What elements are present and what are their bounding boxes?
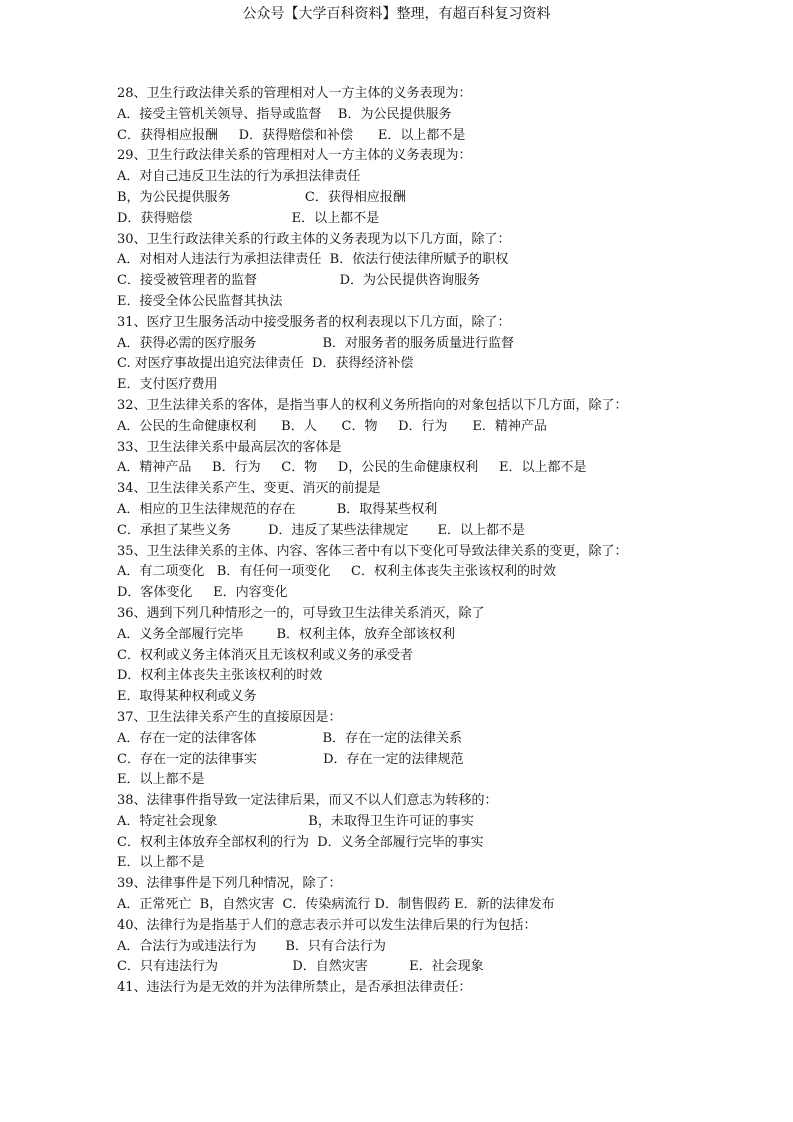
text-line: 41、违法行为是无效的并为法律所禁止，是否承担法律责任： bbox=[117, 980, 472, 996]
text-line: 38、法律事件指导致一定法律后果，而又不以人们意志为转移的： bbox=[117, 793, 498, 809]
text-line: 34、卫生法律关系产生、变更、消灭的前提是 bbox=[117, 481, 381, 497]
text-line: 40、法律行为是指基于人们的意志表示并可以发生法律后果的行为包括： bbox=[117, 917, 537, 933]
text-line: C．获得相应报酬 D．获得赔偿和补偿 E．以上都不是 bbox=[117, 127, 466, 143]
text-line: C．只有违法行为 D．自然灾害 E．社会现象 bbox=[117, 959, 484, 975]
text-line: 31、医疗卫生服务活动中接受服务者的权利表现以下几方面，除了： bbox=[117, 314, 511, 330]
text-line: C．接受被管理者的监督 D．为公民提供咨询服务 bbox=[117, 273, 481, 289]
text-line: C. 对医疗事故提出追究法律责任 D．获得经济补偿 bbox=[117, 356, 414, 372]
text-line: A．相应的卫生法律规范的存在 B．取得某些权利 bbox=[117, 501, 438, 517]
text-line: A．义务全部履行完毕 B．权利主体，放弃全部该权利 bbox=[117, 626, 456, 642]
text-line: E．取得某种权利或义务 bbox=[117, 689, 257, 705]
text-line: B，为公民提供服务 C．获得相应报酬 bbox=[117, 189, 406, 205]
text-line: A．接受主管机关领导、指导或监督 B．为公民提供服务 bbox=[117, 106, 452, 122]
document-body bbox=[117, 84, 777, 999]
page-header: 公众号【大学百科资料】整理，有超百科复习资料 bbox=[242, 6, 551, 22]
text-line: 30、卫生行政法律关系的行政主体的义务表现为以下几方面，除了： bbox=[117, 231, 511, 247]
text-line: E．接受全体公民监督其执法 bbox=[117, 293, 283, 309]
text-line: 32、卫生法律关系的客体，是指当事人的权利义务所指向的对象包括以下几方面，除了： bbox=[117, 397, 628, 413]
text-line: A．正常死亡 B，自然灾害 C．传染病流行 D．制售假药 E．新的法律发布 bbox=[117, 897, 555, 913]
text-line: C．权利主体放弃全部权利的行为 D．义务全部履行完毕的事实 bbox=[117, 834, 484, 850]
text-line: A．获得必需的医疗服务 B．对服务者的服务质量进行监督 bbox=[117, 335, 515, 351]
text-line: 36、遇到下列几种情形之一的，可导致卫生法律关系消灭，除了 bbox=[117, 605, 485, 621]
text-line: A．有二项变化 B．有任何一项变化 C．权利主体丧失主张该权利的时效 bbox=[117, 564, 556, 580]
text-line: D．客体变化 E．内容变化 bbox=[117, 585, 288, 601]
text-line: A．对自己违反卫生法的行为承担法律责任 bbox=[117, 169, 361, 185]
text-line: 28、卫生行政法律关系的管理相对人一方主体的义务表现为： bbox=[117, 86, 472, 101]
text-line: C．承担了某些义务 D．违反了某些法律规定 E．以上都不是 bbox=[117, 522, 525, 538]
text-line: A．对相对人违法行为承担法律责任 B．依法行使法律所赋予的职权 bbox=[117, 252, 509, 268]
text-line: A．精神产品 B．行为 C．物 D，公民的生命健康权利 E．以上都不是 bbox=[117, 460, 587, 476]
text-line: 35、卫生法律关系的主体、内容、客体三者中有以下变化可导致法律关系的变更，除了： bbox=[117, 543, 628, 559]
text-line: 29、卫生行政法律关系的管理相对人一方主体的义务表现为： bbox=[117, 148, 472, 164]
text-line: C．存在一定的法律事实 D．存在一定的法律规范 bbox=[117, 751, 464, 767]
text-line: A．公民的生命健康权利 B．人 C．物 D．行为 E．精神产品 bbox=[117, 418, 547, 434]
text-line: E．支付医疗费用 bbox=[117, 377, 218, 393]
text-line: 37、卫生法律关系产生的直接原因是： bbox=[117, 709, 342, 725]
text-line: D．获得赔偿 E．以上都不是 bbox=[117, 210, 380, 226]
text-line: C．权利或义务主体消灭且无该权利或义务的承受者 bbox=[117, 647, 413, 663]
text-line: A．特定社会现象 B，未取得卫生许可证的事实 bbox=[117, 813, 474, 829]
text-line: A．合法行为或违法行为 B．只有合法行为 bbox=[117, 938, 386, 954]
text-line: E．以上都不是 bbox=[117, 772, 205, 788]
text-line: E．以上都不是 bbox=[117, 855, 205, 871]
text-line: D．权利主体丧失主张该权利的时效 bbox=[117, 668, 323, 684]
text-line: A．存在一定的法律客体 B．存在一定的法律关系 bbox=[117, 730, 463, 746]
text-line: 39、法律事件是下列几种情况，除了： bbox=[117, 876, 342, 892]
text-line: 33、卫生法律关系中最高层次的客体是 bbox=[117, 439, 342, 455]
